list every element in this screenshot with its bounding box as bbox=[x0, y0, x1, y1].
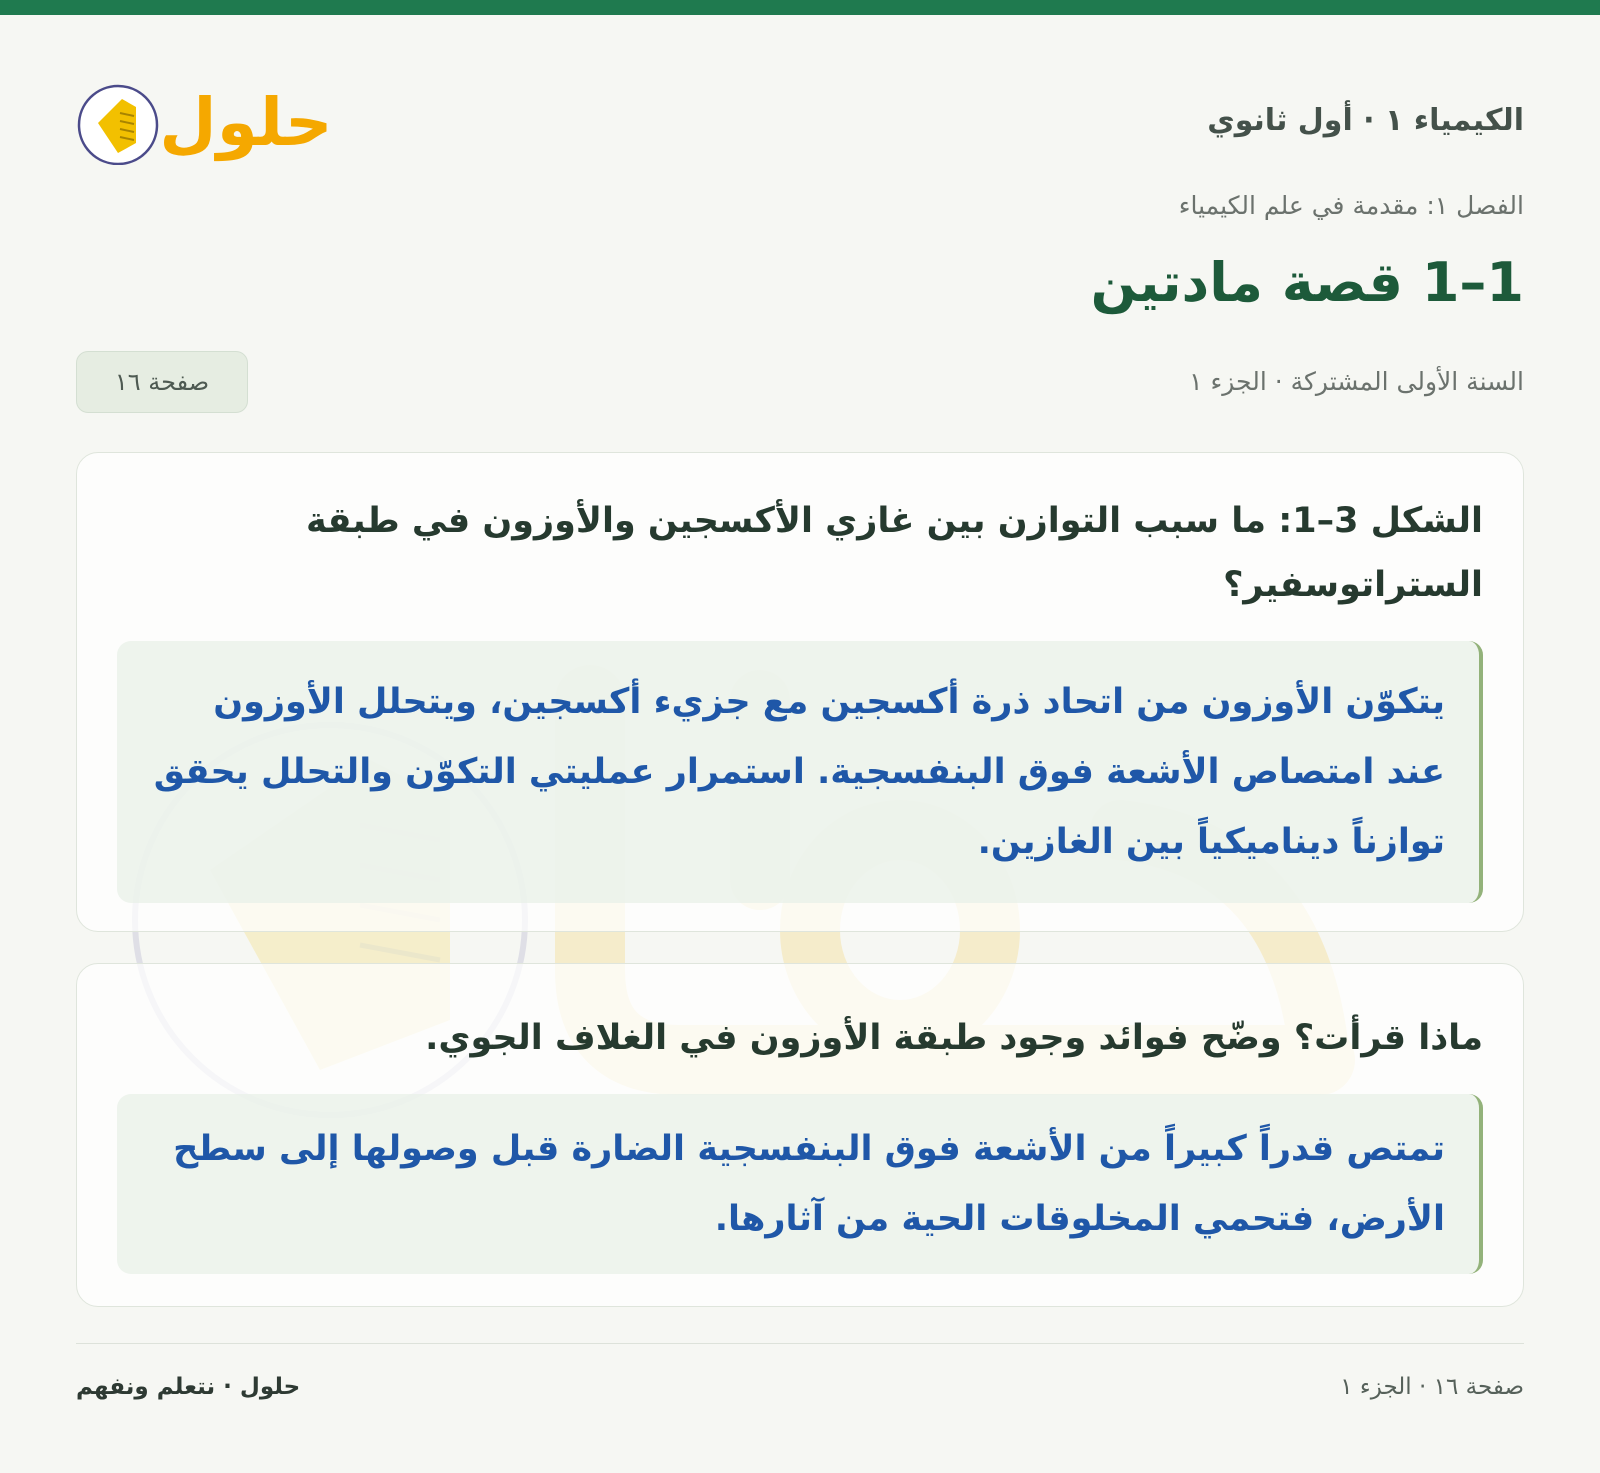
answer-box: يتكوّن الأوزون من اتحاد ذرة أكسجين مع جزيء أكسجين، ويتحلل الأوزون عند امتصاص الأشعة فوق البنفسجية. استمرار عمليتي التكوّن والتحلل يحقق توازناً ديناميكياً بين الغازين. bbox=[117, 641, 1483, 903]
lesson-title: 1–1 قصة مادتين bbox=[1090, 251, 1524, 314]
page-content bbox=[76, 15, 1524, 1473]
question-text: ماذا قرأت؟ وضّح فوائد وجود طبقة الأوزون في الغلاف الجوي. bbox=[425, 1018, 1483, 1058]
footer-page-info: صفحة ١٦ · الجزء ١ bbox=[1340, 1374, 1524, 1400]
top-accent-bar bbox=[0, 0, 1600, 15]
answer-box: تمتص قدراً كبيراً من الأشعة فوق البنفسجية الضارة قبل وصولها إلى سطح الأرض، فتحمي المخلوقات الحية من آثارها. bbox=[117, 1094, 1483, 1274]
hulul-logo bbox=[76, 69, 336, 165]
question-card bbox=[76, 963, 1524, 1307]
page-header bbox=[76, 55, 1524, 165]
page-footer bbox=[76, 1343, 1524, 1424]
logo-text: حلول bbox=[159, 84, 333, 161]
series-label: السنة الأولى المشتركة · الجزء ١ bbox=[1189, 367, 1524, 396]
meta-row bbox=[76, 351, 1524, 417]
question-card bbox=[76, 452, 1524, 932]
book-title: الكيمياء ١ · أول ثانوي bbox=[1207, 103, 1524, 138]
page-number-badge: صفحة ١٦ bbox=[76, 351, 248, 413]
question-text: الشكل 3–1: ما سبب التوازن بين غازي الأكسجين والأوزون في طبقة الستراتوسفير؟ bbox=[306, 501, 1483, 605]
footer-brand: حلول · نتعلم ونفهم bbox=[76, 1374, 301, 1400]
chapter-label: الفصل ١: مقدمة في علم الكيمياء bbox=[1178, 191, 1524, 220]
